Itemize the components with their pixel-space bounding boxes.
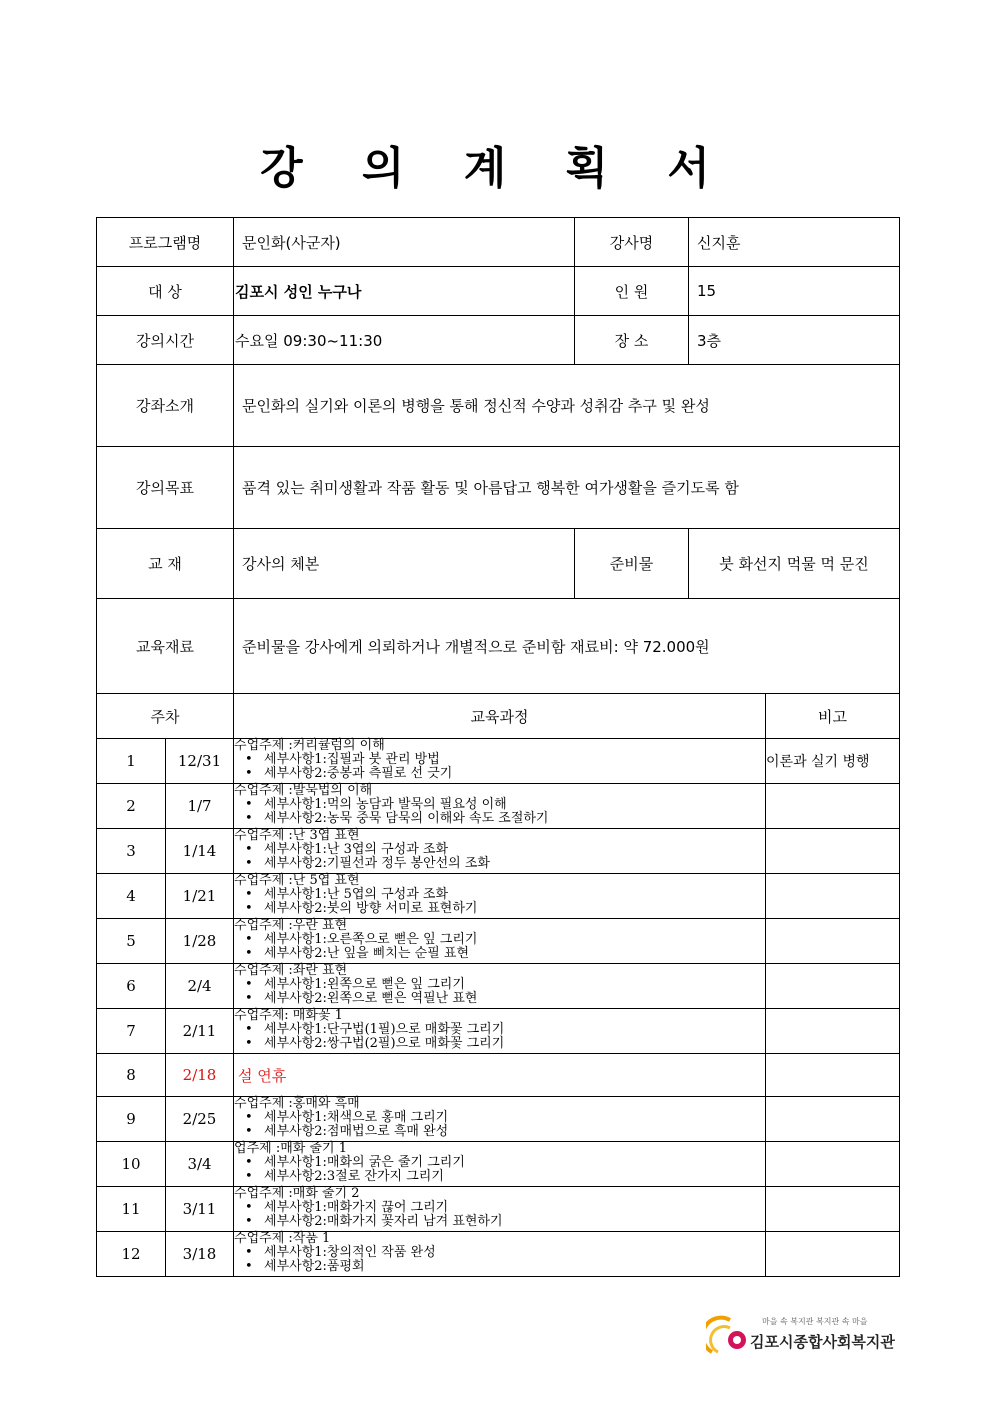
schedule-row (97, 1054, 900, 1097)
week-number: 4 (97, 874, 166, 919)
week-number: 12 (97, 1232, 166, 1277)
detail-list (234, 933, 765, 961)
detail-list (234, 753, 765, 781)
intro-label: 강좌소개 (97, 365, 234, 447)
course-theme: 수업주제 :커리큘럼의 이해 (234, 738, 385, 753)
week-number: 8 (97, 1054, 166, 1097)
goal-value: 품격 있는 취미생활과 작품 활동 및 아름답고 행복한 여가생활을 즐기도록 함 (234, 447, 900, 529)
detail-list (234, 1111, 765, 1139)
place-label: 장 소 (575, 316, 689, 365)
course-theme: 수업주제 :발묵법의 이해 (234, 783, 373, 798)
course-theme: 업주제 :매화 줄기 1 (234, 1141, 347, 1156)
textbook-label: 교 재 (97, 529, 234, 599)
course-content: 설 연휴 (234, 1054, 766, 1097)
week-note (766, 874, 900, 919)
week-note (766, 919, 900, 964)
target-label: 대 상 (97, 267, 234, 316)
row-material (97, 599, 900, 694)
week-note (766, 1097, 900, 1142)
row-textbook (97, 529, 900, 599)
row-target (97, 267, 900, 316)
count-value: 15 (689, 267, 900, 316)
course-content (234, 829, 766, 874)
schedule-row (97, 739, 900, 784)
course-theme: 수업주제 :매화 줄기 2 (234, 1186, 360, 1201)
row-goal (97, 447, 900, 529)
lecture-plan-table (96, 217, 900, 1277)
row-time (97, 316, 900, 365)
week-date: 1/14 (166, 829, 234, 874)
course-content (234, 739, 766, 784)
detail-list (234, 1246, 765, 1274)
week-date: 3/11 (166, 1187, 234, 1232)
intro-value: 문인화의 실기와 이론의 병행을 통해 정신적 수양과 성취감 추구 및 완성 (234, 365, 900, 447)
detail-item: • 세부사항1:난 5엽의 구성과 조화 (264, 888, 765, 902)
program-label: 프로그램명 (97, 218, 234, 267)
schedule-row (97, 1097, 900, 1142)
detail-item: • 세부사항2:왼쪽으로 뻗은 역필난 표현 (264, 992, 765, 1006)
schedule-row (97, 874, 900, 919)
detail-item: • 세부사항2:중봉과 측필로 선 긋기 (264, 767, 765, 781)
prep-value: 붓 화선지 먹물 먹 문진 (689, 529, 900, 599)
week-note (766, 784, 900, 829)
course-content (234, 784, 766, 829)
detail-item: • 세부사항1:매화의 굵은 줄기 그리기 (264, 1156, 765, 1170)
row-intro (97, 365, 900, 447)
prep-label: 준비물 (575, 529, 689, 599)
time-value: 수요일 09:30~11:30 (234, 316, 575, 365)
week-number: 7 (97, 1009, 166, 1054)
course-content (234, 1009, 766, 1054)
week-number: 6 (97, 964, 166, 1009)
detail-item: • 세부사항1:먹의 농담과 발묵의 필요성 이해 (264, 798, 765, 812)
week-date: 1/21 (166, 874, 234, 919)
detail-item: • 세부사항2:붓의 방향 서미로 표현하기 (264, 902, 765, 916)
page-title: 강 의 계 획 서 (260, 143, 732, 194)
detail-list (234, 888, 765, 916)
week-number: 11 (97, 1187, 166, 1232)
detail-item: • 세부사항2:기필선과 정두 봉안선의 조화 (264, 857, 765, 871)
week-note: 이론과 실기 병행 (766, 739, 900, 784)
teacher-label: 강사명 (575, 218, 689, 267)
week-number: 9 (97, 1097, 166, 1142)
material-value: 준비물을 강사에게 의뢰하거나 개별적으로 준비함 재료비: 약 72.000원 (234, 599, 900, 694)
detail-item: • 세부사항1:채색으로 홍매 그리기 (264, 1111, 765, 1125)
schedule-row (97, 829, 900, 874)
course-content (234, 1142, 766, 1187)
detail-item: • 세부사항1:왼쪽으로 뻗은 잎 그리기 (264, 978, 765, 992)
detail-list (234, 843, 765, 871)
detail-item: • 세부사항2:쌍구법(2필)으로 매화꽃 그리기 (264, 1037, 765, 1051)
week-date: 2/18 (166, 1054, 234, 1097)
detail-item: • 세부사항2:품평회 (264, 1260, 765, 1274)
week-date: 1/7 (166, 784, 234, 829)
course-theme: 수업주제 :작품 1 (234, 1231, 331, 1246)
place-value: 3층 (689, 316, 900, 365)
course-content (234, 1097, 766, 1142)
count-label: 인 원 (575, 267, 689, 316)
course-content (234, 1187, 766, 1232)
detail-list (234, 1201, 765, 1229)
course-header: 교육과정 (234, 694, 766, 739)
schedule-row (97, 1142, 900, 1187)
row-program (97, 218, 900, 267)
course-theme: 수업주제 :난 3엽 표현 (234, 828, 360, 843)
time-label: 강의시간 (97, 316, 234, 365)
week-number: 5 (97, 919, 166, 964)
detail-item: • 세부사항2:3절로 잔가지 그리기 (264, 1170, 765, 1184)
teacher-value: 신지훈 (689, 218, 900, 267)
detail-item: • 세부사항2:점매법으로 흑매 완성 (264, 1125, 765, 1139)
course-theme: 수업주제 :난 5엽 표현 (234, 873, 360, 888)
week-date: 2/4 (166, 964, 234, 1009)
detail-item: • 세부사항1:창의적인 작품 완성 (264, 1246, 765, 1260)
week-date: 2/11 (166, 1009, 234, 1054)
detail-item: • 세부사항1:매화가지 끊어 그리기 (264, 1201, 765, 1215)
schedule-body (97, 739, 900, 1277)
week-number: 3 (97, 829, 166, 874)
week-date: 3/18 (166, 1232, 234, 1277)
textbook-value: 강사의 체본 (234, 529, 575, 599)
schedule-row (97, 1187, 900, 1232)
week-number: 2 (97, 784, 166, 829)
week-date: 3/4 (166, 1142, 234, 1187)
week-note (766, 829, 900, 874)
week-note (766, 964, 900, 1009)
detail-item: • 세부사항2:난 잎을 삐치는 순필 표현 (264, 947, 765, 961)
week-header: 주차 (97, 694, 234, 739)
course-theme: 수업주제 :좌란 표현 (234, 963, 348, 978)
schedule-row (97, 1009, 900, 1054)
detail-list (234, 978, 765, 1006)
course-theme: 수업주제 :홍매와 흑매 (234, 1096, 360, 1111)
schedule-row (97, 964, 900, 1009)
schedule-header (97, 694, 900, 739)
week-note (766, 1009, 900, 1054)
week-number: 10 (97, 1142, 166, 1187)
detail-list (234, 1023, 765, 1051)
course-content (234, 964, 766, 1009)
course-theme: 수업주제 :우란 표현 (234, 918, 348, 933)
goal-label: 강의목표 (97, 447, 234, 529)
detail-item: • 세부사항1:집필과 붓 관리 방법 (264, 753, 765, 767)
week-date: 12/31 (166, 739, 234, 784)
logo-tagline: 마을 속 복지관 복지관 속 마을 (762, 1317, 868, 1326)
course-content (234, 919, 766, 964)
note-header: 비고 (766, 694, 900, 739)
week-date: 1/28 (166, 919, 234, 964)
week-note (766, 1142, 900, 1187)
week-note (766, 1187, 900, 1232)
schedule-row (97, 1232, 900, 1277)
material-label: 교육재료 (97, 599, 234, 694)
detail-item: • 세부사항1:오른쪽으로 뻗은 잎 그리기 (264, 933, 765, 947)
detail-list (234, 1156, 765, 1184)
detail-item: • 세부사항2:농묵 중묵 담묵의 이해와 속도 조절하기 (264, 812, 765, 826)
program-value: 문인화(사군자) (234, 218, 575, 267)
logo-name: 김포시종합사회복지관 (750, 1333, 895, 1351)
week-note (766, 1232, 900, 1277)
detail-list (234, 798, 765, 826)
course-content (234, 1232, 766, 1277)
week-number: 1 (97, 739, 166, 784)
detail-item: • 세부사항2:매화가지 꽃자리 남겨 표현하기 (264, 1215, 765, 1229)
schedule-row (97, 919, 900, 964)
detail-item: • 세부사항1:단구법(1필)으로 매화꽃 그리기 (264, 1023, 765, 1037)
course-theme: 수업주제: 매화꽃 1 (234, 1008, 343, 1023)
detail-item: • 세부사항1:난 3엽의 구성과 조화 (264, 843, 765, 857)
week-note (766, 1054, 900, 1097)
target-value: 김포시 성인 누구나 (234, 267, 575, 316)
schedule-row (97, 784, 900, 829)
week-date: 2/25 (166, 1097, 234, 1142)
course-content (234, 874, 766, 919)
